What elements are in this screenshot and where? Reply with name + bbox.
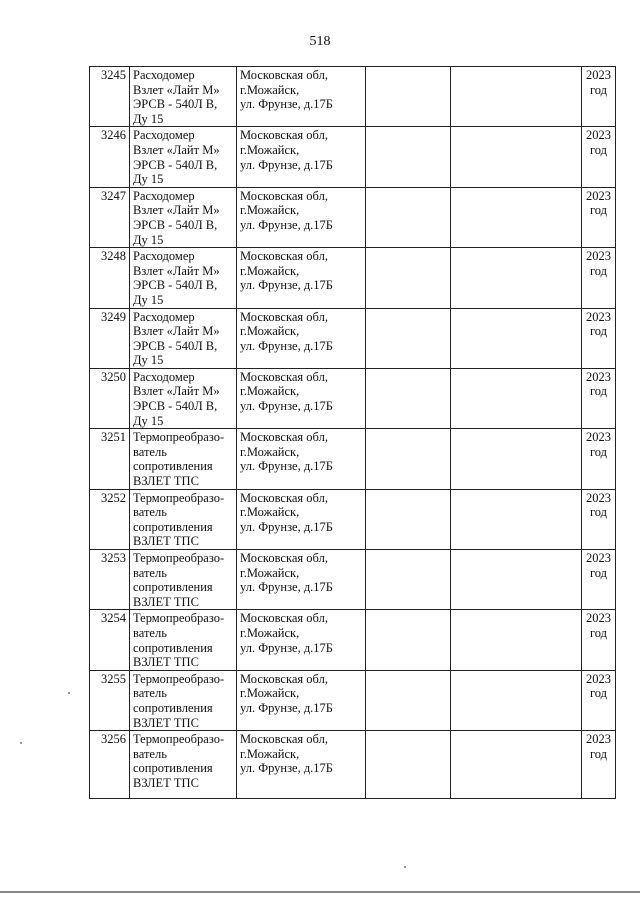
cell-line: ватель <box>133 746 167 761</box>
cell-line: ВЗЛЕТ ТПС <box>133 655 199 670</box>
cell-line: ул. Фрунзе, д.17Б <box>240 399 333 414</box>
cell-line: ЭРСВ - 540Л В, <box>133 97 218 112</box>
cell-line: сопротивления <box>133 700 213 715</box>
equipment-name-cell <box>130 248 237 308</box>
table-row <box>90 610 616 670</box>
table-row <box>90 308 616 368</box>
equipment-name-cell <box>130 489 237 549</box>
cell-line: Взлет «Лайт М» <box>133 82 220 97</box>
empty-cell <box>451 248 582 308</box>
address-cell <box>237 489 366 549</box>
cell-line: год <box>589 384 608 399</box>
cell-line: сопротивления <box>133 519 213 534</box>
cell-line: 2023 <box>586 430 611 445</box>
cell-line: ул. Фрунзе, д.17Б <box>240 278 333 293</box>
cell-line: Московская обл, <box>240 68 328 82</box>
cell-line: ул. Фрунзе, д.17Б <box>240 519 333 534</box>
cell-line: Московская обл, <box>240 188 328 203</box>
cell-line: ул. Фрунзе, д.17Б <box>240 640 333 655</box>
row-number-cell: 3246 <box>90 127 130 187</box>
cell-line: Расходомер <box>133 68 195 82</box>
cell-line: Взлет «Лайт М» <box>133 324 220 339</box>
address-cell <box>237 248 366 308</box>
cell-line: 2023 <box>586 369 611 384</box>
row-number-cell: 3247 <box>90 187 130 247</box>
equipment-name-cell <box>130 731 237 799</box>
cell-line: Термопреобразо- <box>133 490 225 505</box>
cell-line: ВЗЛЕТ ТПС <box>133 594 199 609</box>
equipment-name-cell <box>130 429 237 489</box>
empty-cell <box>366 127 451 187</box>
cell-line: г.Можайск, <box>240 82 300 97</box>
cell-line: г.Можайск, <box>240 625 300 640</box>
table-row <box>90 127 616 187</box>
cell-line: ватель <box>133 565 167 580</box>
table-row <box>90 429 616 489</box>
cell-line: ул. Фрунзе, д.17Б <box>240 761 333 776</box>
cell-line: год <box>589 565 608 580</box>
empty-cell <box>366 368 451 428</box>
registry-table-body <box>90 67 616 799</box>
cell-line: Термопреобразо- <box>133 611 225 626</box>
cell-line: Московская обл, <box>240 490 328 505</box>
cell-line: Московская обл, <box>240 369 328 384</box>
address-cell <box>237 187 366 247</box>
cell-line: ватель <box>133 505 167 520</box>
page-number: 518 <box>309 34 331 49</box>
empty-cell <box>366 670 451 730</box>
cell-line: Московская обл, <box>240 671 328 686</box>
row-number-cell: 3256 <box>90 731 130 799</box>
cell-line: ЭРСВ - 540Л В, <box>133 217 218 232</box>
cell-line: ул. Фрунзе, д.17Б <box>240 459 333 474</box>
empty-cell <box>451 489 582 549</box>
cell-line: сопротивления <box>133 640 213 655</box>
empty-cell <box>451 187 582 247</box>
equipment-name-cell <box>130 127 237 187</box>
address-cell <box>237 429 366 489</box>
cell-line: ул. Фрунзе, д.17Б <box>240 700 333 715</box>
cell-line: 2023 <box>586 68 611 82</box>
empty-cell <box>451 308 582 368</box>
cell-line: ул. Фрунзе, д.17Б <box>240 217 333 232</box>
cell-line: Термопреобразо- <box>133 671 225 686</box>
empty-cell <box>451 368 582 428</box>
cell-line: 2023 <box>586 249 611 264</box>
cell-line: Московская обл, <box>240 611 328 626</box>
cell-line: ватель <box>133 625 167 640</box>
equipment-name-cell <box>130 550 237 610</box>
address-cell <box>237 368 366 428</box>
cell-line: г.Можайск, <box>240 444 300 459</box>
cell-line: г.Можайск, <box>240 505 300 520</box>
cell-line: Московская обл, <box>240 732 328 747</box>
empty-cell <box>366 610 451 670</box>
empty-cell <box>366 308 451 368</box>
cell-line: год <box>589 444 608 459</box>
scan-bottom-edge <box>0 891 640 893</box>
year-cell <box>582 429 616 489</box>
year-cell <box>582 187 616 247</box>
table-row <box>90 550 616 610</box>
cell-line: Ду 15 <box>133 111 164 126</box>
scan-speck <box>20 742 22 744</box>
cell-line: 2023 <box>586 490 611 505</box>
cell-line: Ду 15 <box>133 353 164 368</box>
year-cell <box>582 127 616 187</box>
cell-line: Ду 15 <box>133 292 164 307</box>
address-cell <box>237 550 366 610</box>
cell-line: г.Можайск, <box>240 384 300 399</box>
table-row <box>90 187 616 247</box>
cell-line: г.Можайск, <box>240 263 300 278</box>
cell-line: Московская обл, <box>240 249 328 264</box>
year-cell <box>582 550 616 610</box>
cell-line: г.Можайск, <box>240 565 300 580</box>
cell-line: ул. Фрунзе, д.17Б <box>240 97 333 112</box>
year-cell <box>582 670 616 730</box>
cell-line: 2023 <box>586 309 611 324</box>
row-number-cell: 3251 <box>90 429 130 489</box>
cell-line: г.Можайск, <box>240 686 300 701</box>
year-cell <box>582 489 616 549</box>
cell-line: ватель <box>133 444 167 459</box>
cell-line: ул. Фрунзе, д.17Б <box>240 580 333 595</box>
equipment-name-cell <box>130 67 237 127</box>
empty-cell <box>451 127 582 187</box>
cell-line: ЭРСВ - 540Л В, <box>133 157 218 172</box>
address-cell <box>237 308 366 368</box>
cell-line: год <box>589 324 608 339</box>
cell-line: Расходомер <box>133 309 195 324</box>
cell-line: год <box>589 686 608 701</box>
cell-line: Взлет «Лайт М» <box>133 263 220 278</box>
empty-cell <box>451 550 582 610</box>
row-number-cell: 3249 <box>90 308 130 368</box>
cell-line: Термопреобразо- <box>133 551 225 565</box>
row-number-cell: 3245 <box>90 67 130 127</box>
cell-line: год <box>589 263 608 278</box>
cell-line: сопротивления <box>133 761 213 776</box>
cell-line: 2023 <box>586 188 611 203</box>
cell-line: Расходомер <box>133 249 195 264</box>
equipment-name-cell <box>130 368 237 428</box>
cell-line: г.Можайск, <box>240 203 300 218</box>
year-cell <box>582 731 616 799</box>
cell-line: г.Можайск, <box>240 746 300 761</box>
cell-line: Расходомер <box>133 369 195 384</box>
equipment-name-cell <box>130 610 237 670</box>
cell-line: ватель <box>133 686 167 701</box>
empty-cell <box>451 610 582 670</box>
cell-line: 2023 <box>586 551 611 565</box>
equipment-name-cell <box>130 187 237 247</box>
cell-line: год <box>589 746 608 761</box>
cell-line: год <box>589 82 608 97</box>
empty-cell <box>366 550 451 610</box>
table-row <box>90 489 616 549</box>
empty-cell <box>366 429 451 489</box>
empty-cell <box>366 67 451 127</box>
year-cell <box>582 368 616 428</box>
table-row <box>90 368 616 428</box>
cell-line: Московская обл, <box>240 430 328 445</box>
cell-line: ВЗЛЕТ ТПС <box>133 715 199 730</box>
row-number-cell: 3255 <box>90 670 130 730</box>
cell-line: г.Можайск, <box>240 142 300 157</box>
equipment-name-cell <box>130 670 237 730</box>
year-cell <box>582 248 616 308</box>
cell-line: год <box>589 625 608 640</box>
cell-line: сопротивления <box>133 580 213 595</box>
cell-line: год <box>589 505 608 520</box>
cell-line: 2023 <box>586 732 611 747</box>
table-row <box>90 670 616 730</box>
empty-cell <box>451 731 582 799</box>
cell-line: Взлет «Лайт М» <box>133 384 220 399</box>
year-cell <box>582 610 616 670</box>
cell-line: ул. Фрунзе, д.17Б <box>240 338 333 353</box>
cell-line: Расходомер <box>133 128 195 143</box>
empty-cell <box>366 187 451 247</box>
cell-line: Московская обл, <box>240 128 328 143</box>
cell-line: Ду 15 <box>133 232 164 247</box>
empty-cell <box>366 489 451 549</box>
cell-line: Расходомер <box>133 188 195 203</box>
address-cell <box>237 731 366 799</box>
row-number-cell: 3248 <box>90 248 130 308</box>
empty-cell <box>451 67 582 127</box>
cell-line: г.Можайск, <box>240 324 300 339</box>
cell-line: Термопреобразо- <box>133 732 225 747</box>
cell-line: Термопреобразо- <box>133 430 225 445</box>
row-number-cell: 3253 <box>90 550 130 610</box>
cell-line: Московская обл, <box>240 551 328 565</box>
table-row <box>90 731 616 799</box>
scan-speck <box>68 692 70 694</box>
cell-line: Московская обл, <box>240 309 328 324</box>
equipment-name-cell <box>130 308 237 368</box>
empty-cell <box>451 670 582 730</box>
empty-cell <box>366 248 451 308</box>
row-number-cell: 3252 <box>90 489 130 549</box>
registry-table <box>89 66 616 799</box>
cell-line: год <box>589 203 608 218</box>
cell-line: Ду 15 <box>133 172 164 187</box>
year-cell <box>582 67 616 127</box>
cell-line: Взлет «Лайт М» <box>133 203 220 218</box>
empty-cell <box>451 429 582 489</box>
address-cell <box>237 670 366 730</box>
table-row <box>90 67 616 127</box>
cell-line: 2023 <box>586 671 611 686</box>
cell-line: Взлет «Лайт М» <box>133 142 220 157</box>
cell-line: 2023 <box>586 128 611 143</box>
row-number-cell: 3250 <box>90 368 130 428</box>
cell-line: ВЗЛЕТ ТПС <box>133 534 199 549</box>
table-row <box>90 248 616 308</box>
cell-line: ЭРСВ - 540Л В, <box>133 399 218 414</box>
scan-speck <box>404 866 406 868</box>
cell-line: 2023 <box>586 611 611 626</box>
year-cell <box>582 308 616 368</box>
cell-line: год <box>589 142 608 157</box>
cell-line: ул. Фрунзе, д.17Б <box>240 157 333 172</box>
cell-line: сопротивления <box>133 459 213 474</box>
cell-line: ВЗЛЕТ ТПС <box>133 775 199 790</box>
cell-line: ВЗЛЕТ ТПС <box>133 474 199 489</box>
row-number-cell: 3254 <box>90 610 130 670</box>
address-cell <box>237 610 366 670</box>
cell-line: ЭРСВ - 540Л В, <box>133 338 218 353</box>
empty-cell <box>366 731 451 799</box>
address-cell <box>237 67 366 127</box>
address-cell <box>237 127 366 187</box>
cell-line: ЭРСВ - 540Л В, <box>133 278 218 293</box>
cell-line: Ду 15 <box>133 413 164 428</box>
